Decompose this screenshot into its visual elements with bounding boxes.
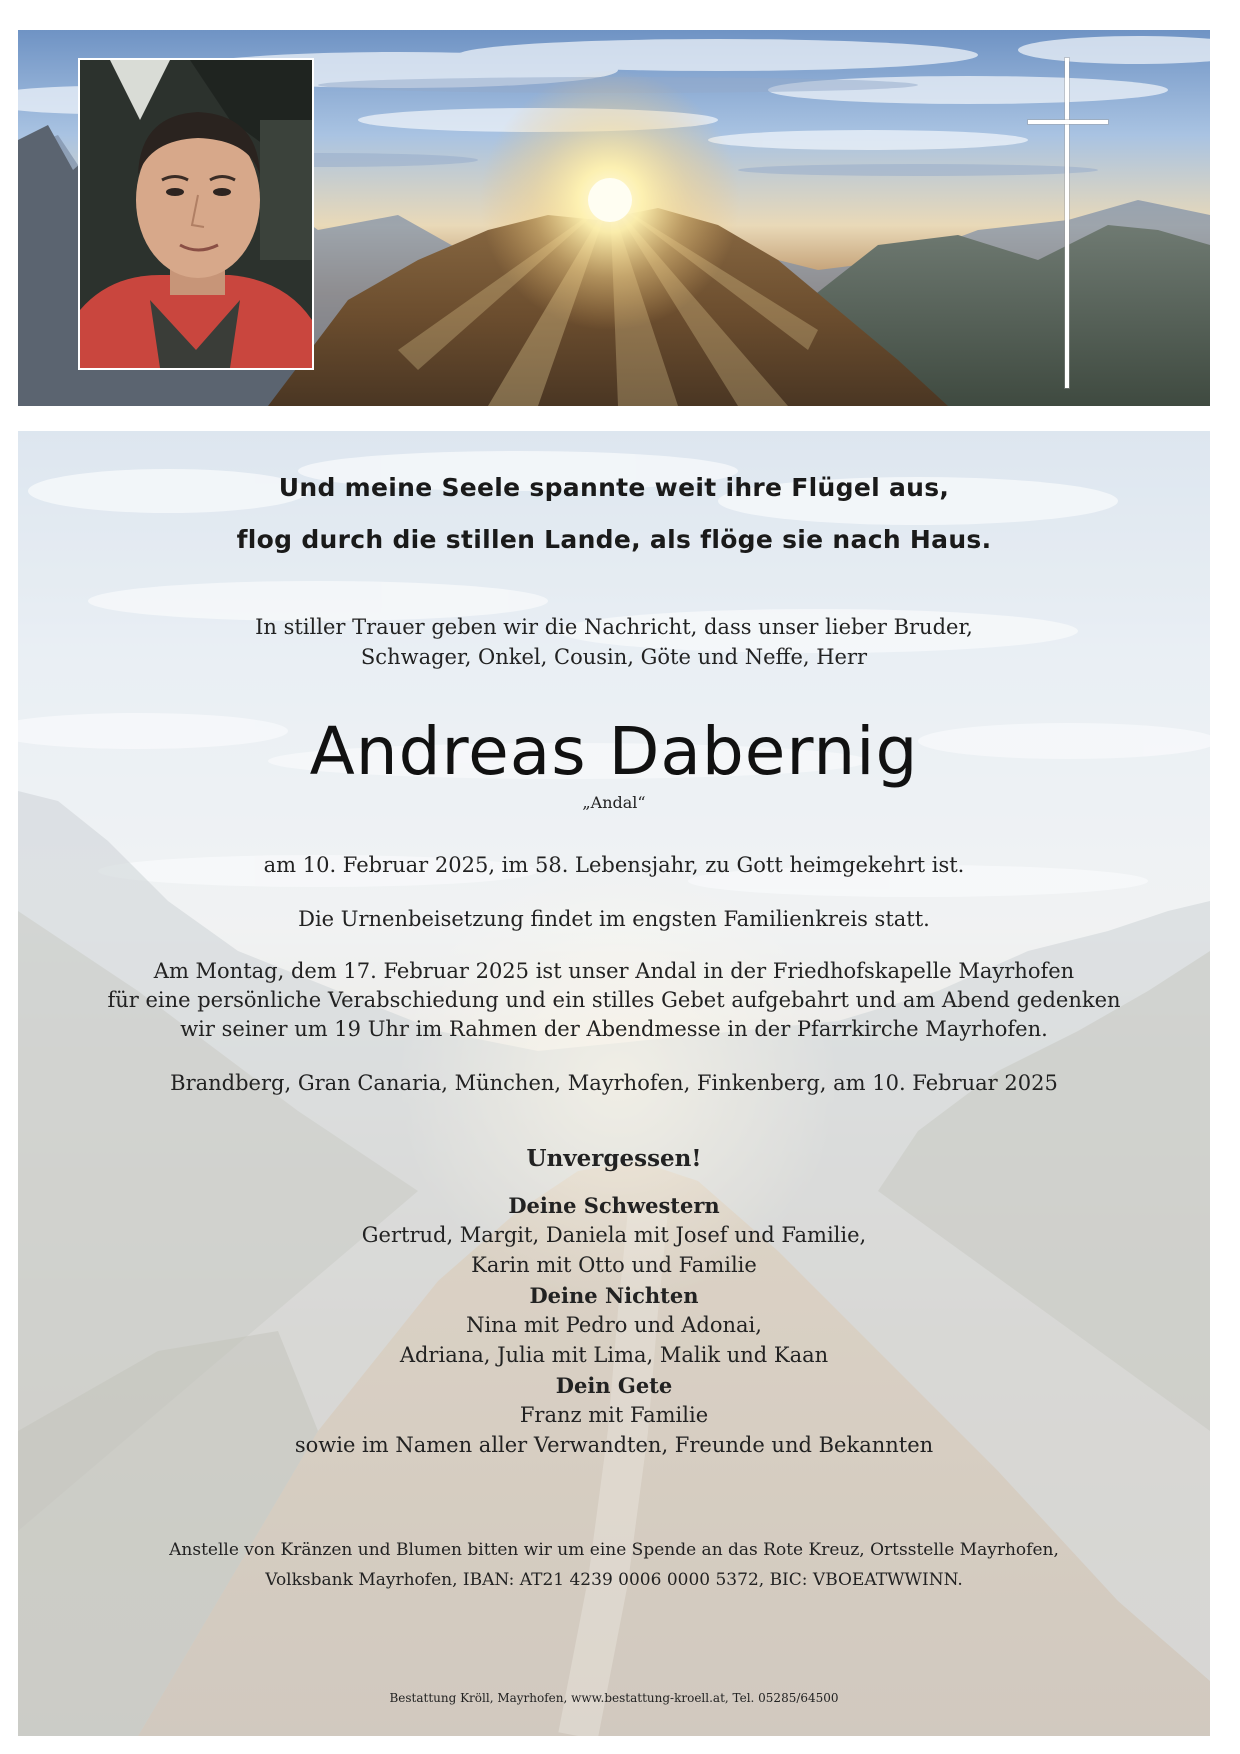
nieces-line-1: Nina mit Pedro und Adonai, bbox=[466, 1313, 762, 1337]
mourners-others: sowie im Namen aller Verwandten, Freunde und Bekannten bbox=[294, 1433, 934, 1457]
portrait-photo bbox=[78, 58, 314, 370]
obituary-panel bbox=[18, 431, 1210, 1736]
announcement-line-1: In stiller Trauer geben wir die Nachricht, dass unser lieber Bruder, bbox=[255, 615, 973, 639]
announcement-line-2: Schwager, Onkel, Cousin, Göte und Neffe, Herr bbox=[360, 645, 868, 669]
obituary-text bbox=[18, 431, 1210, 1736]
verse-line-2: flog durch die stillen Lande, als flöge sie nach Haus. bbox=[236, 525, 992, 554]
farewell-line-2: für eine persönliche Verabschiedung und ein stilles Gebet aufgebahrt und am Abend gedenken bbox=[107, 988, 1121, 1012]
places-and-date: Brandberg, Gran Canaria, München, Mayrhofen, Finkenberg, am 10. Februar 2025 bbox=[170, 1071, 1058, 1095]
verse-line-1: Und meine Seele spannte weit ihre Flügel aus, bbox=[278, 473, 950, 502]
undertaker-footer: Bestattung Kröll, Mayrhofen, www.bestattung-kroell.at, Tel. 05285/64500 bbox=[389, 1691, 839, 1705]
burial-notice: Die Urnenbeisetzung findet im engsten Familienkreis statt. bbox=[298, 907, 930, 931]
godchild-title: Dein Gete bbox=[555, 1373, 673, 1398]
portrait-image bbox=[80, 60, 312, 368]
sisters-title: Deine Schwestern bbox=[508, 1193, 720, 1218]
nieces-line-2: Adriana, Julia mit Lima, Malik und Kaan bbox=[399, 1343, 829, 1367]
mourners-heading: Unvergessen! bbox=[526, 1145, 702, 1172]
header-banner bbox=[18, 30, 1210, 406]
death-notice: am 10. Februar 2025, im 58. Lebensjahr, zu Gott heimgekehrt ist. bbox=[263, 853, 965, 877]
nieces-title: Deine Nichten bbox=[529, 1283, 699, 1308]
farewell-line-3: wir seiner um 19 Uhr im Rahmen der Abendmesse in der Pfarrkirche Mayrhofen. bbox=[180, 1017, 1048, 1041]
godchild-line-1: Franz mit Familie bbox=[519, 1403, 709, 1427]
cross-icon bbox=[1028, 58, 1108, 388]
donation-line-1: Anstelle von Kränzen und Blumen bitten wir um eine Spende an das Rote Kreuz, Ortsstelle Mayrhofen, bbox=[169, 1540, 1059, 1560]
farewell-line-1: Am Montag, dem 17. Februar 2025 ist unser Andal in der Friedhofskapelle Mayrhofen bbox=[153, 959, 1075, 983]
deceased-nickname: „Andal“ bbox=[582, 793, 646, 812]
sisters-line-1: Gertrud, Margit, Daniela mit Josef und Familie, bbox=[361, 1223, 867, 1247]
donation-line-2: Volksbank Mayrhofen, IBAN: AT21 4239 0006 0000 5372, BIC: VBOEATWWINN. bbox=[265, 1570, 963, 1590]
sisters-line-2: Karin mit Otto und Familie bbox=[471, 1253, 757, 1277]
deceased-name: Andreas Dabernig bbox=[309, 713, 919, 790]
